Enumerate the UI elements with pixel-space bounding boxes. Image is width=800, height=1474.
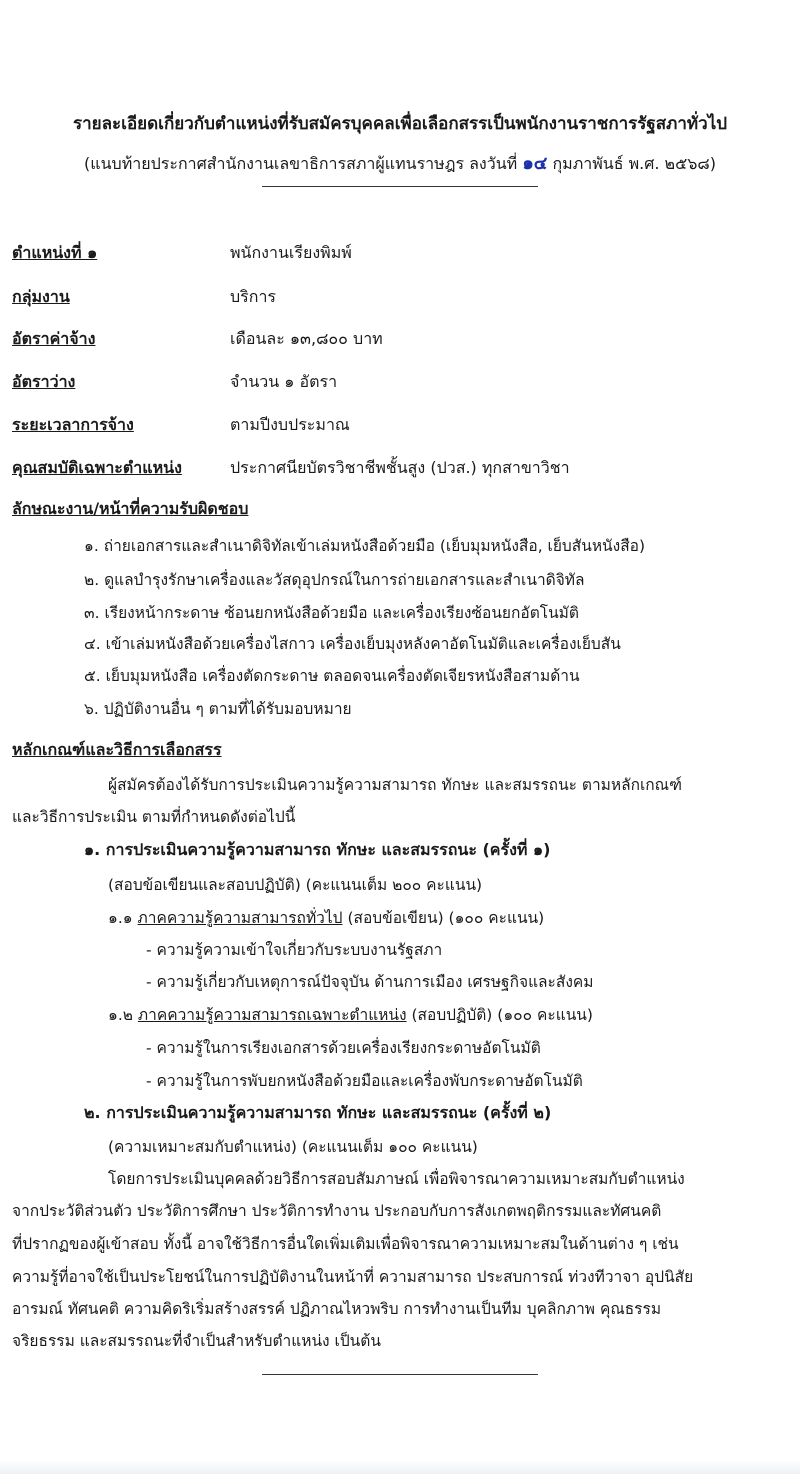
sub-rest: (สอบปฏิบัติ) (๑๐๐ คะแนน) xyxy=(411,1006,593,1024)
duty-item: ๑. ถ่ายเอกสารและสำเนาดิจิทัลเข้าเล่มหนังสือด้วยมือ (เย็บมุมหนังสือ, เย็บสันหนังสือ) xyxy=(84,537,646,555)
field-label-position: ตำแหน่งที่ ๑ xyxy=(12,243,98,262)
duty-item: ๓. เรียงหน้ากระดาษ ซ้อนยกหนังสือด้วยมือ และเครื่องเรียงซ้อนยกอัตโนมัติ xyxy=(84,604,579,622)
subtitle-handwritten-day: ๑๔ xyxy=(522,153,548,174)
subtitle-prefix: (แนบท้ายประกาศสำนักงานเลขาธิการสภาผู้แทนราษฎร ลงวันที่ xyxy=(84,154,518,173)
scan-edge-shadow xyxy=(0,1460,800,1474)
assessment-bullet: - ความรู้ในการเรียงเอกสารด้วยเครื่องเรียงกระดาษอัตโนมัติ xyxy=(146,1039,541,1057)
assessment-2-paragraph-line: โดยการประเมินบุคคลด้วยวิธีการสอบสัมภาษณ์ เพื่อพิจารณาความเหมาะสมกับตำแหน่ง xyxy=(108,1170,685,1188)
duties-heading: ลักษณะงาน/หน้าที่ความรับผิดชอบ xyxy=(12,499,249,518)
assessment-2-paragraph-line: ที่ปรากฏของผู้เข้าสอบ ทั้งนี้ อาจใช้วิธีการอื่นใดเพิ่มเติมเพื่อพิจารณาความเหมาะสมในด้านต่าง ๆ เช่น xyxy=(12,1235,679,1253)
assessment-2-paragraph-line: จริยธรรม และสมรรถนะที่จำเป็นสำหรับตำแหน่ง เป็นต้น xyxy=(12,1332,381,1350)
assessment-bullet: - ความรู้เกี่ยวกับเหตุการณ์ปัจจุบัน ด้านการเมือง เศรษฐกิจและสังคม xyxy=(146,973,594,991)
field-value-qualification: ประกาศนียบัตรวิชาชีพชั้นสูง (ปวส.) ทุกสาขาวิชา xyxy=(230,458,570,477)
sub-rest: (สอบข้อเขียน) (๑๐๐ คะแนน) xyxy=(347,909,545,927)
field-value-wage: เดือนละ ๑๓,๘๐๐ บาท xyxy=(230,329,383,348)
document-title: รายละเอียดเกี่ยวกับตำแหน่งที่รับสมัครบุคคลเพื่อเลือกสรรเป็นพนักงานราชการรัฐสภาทั่วไป xyxy=(72,114,728,134)
header-divider xyxy=(262,186,538,187)
subtitle-suffix: กุมภาพันธ์ พ.ศ. ๒๕๖๘) xyxy=(552,154,716,173)
duty-item: ๕. เย็บมุมหนังสือ เครื่องตัดกระดาษ ตลอดจนเครื่องตัดเจียรหนังสือสามด้าน xyxy=(84,667,580,685)
criteria-intro-line: และวิธีการประเมิน ตามที่กำหนดดังต่อไปนี้ xyxy=(12,808,296,826)
assessment-2-heading: ๒. การประเมินความรู้ความสามารถ ทักษะ และสมรรถนะ (ครั้งที่ ๒) xyxy=(84,1103,552,1122)
field-value-vacancy: จำนวน ๑ อัตรา xyxy=(230,372,338,391)
assessment-2-note: (ความเหมาะสมกับตำแหน่ง) (คะแนนเต็ม ๑๐๐ คะแนน) xyxy=(108,1138,478,1156)
field-label-duration: ระยะเวลาการจ้าง xyxy=(12,415,134,434)
assessment-1-2-heading xyxy=(108,1002,593,1027)
sub-number: ๑.๒ xyxy=(108,1006,133,1024)
assessment-bullet: - ความรู้ความเข้าใจเกี่ยวกับระบบงานรัฐสภา xyxy=(146,941,443,959)
assessment-2-paragraph-line: จากประวัติส่วนตัว ประวัติการศึกษา ประวัติการทำงาน ประกอบกับการสังเกตพฤติกรรมและทัศนคติ xyxy=(12,1202,662,1220)
assessment-1-1-heading xyxy=(108,905,544,930)
sub-title: ภาคความรู้ความสามารถทั่วไป xyxy=(137,909,343,927)
field-value-position: พนักงานเรียงพิมพ์ xyxy=(230,243,352,262)
duty-item: ๒. ดูแลบำรุงรักษาเครื่องและวัสดุอุปกรณ์ในการถ่ายเอกสารและสำเนาดิจิทัล xyxy=(84,571,585,589)
field-value-duration: ตามปีงบประมาณ xyxy=(230,415,350,434)
field-label-qualification: คุณสมบัติเฉพาะตำแหน่ง xyxy=(12,458,182,477)
field-label-wage: อัตราค่าจ้าง xyxy=(12,329,96,348)
assessment-bullet: - ความรู้ในการพับยกหนังสือด้วยมือและเครื่องพับกระดาษอัตโนมัติ xyxy=(146,1072,583,1090)
field-label-vacancy: อัตราว่าง xyxy=(12,372,76,391)
document-subtitle xyxy=(0,148,800,177)
criteria-intro-line: ผู้สมัครต้องได้รับการประเมินความรู้ความสามารถ ทักษะ และสมรรถนะ ตามหลักเกณฑ์ xyxy=(108,776,682,794)
sub-title: ภาคความรู้ความสามารถเฉพาะตำแหน่ง xyxy=(137,1006,407,1024)
field-value-group: บริการ xyxy=(230,287,277,306)
duty-item: ๖. ปฏิบัติงานอื่น ๆ ตามที่ได้รับมอบหมาย xyxy=(84,700,352,718)
assessment-2-paragraph-line: ความรู้ที่อาจใช้เป็นประโยชน์ในการปฏิบัติงานในหน้าที่ ความสามารถ ประสบการณ์ ท่วงทีวาจา อุปนิสัย xyxy=(12,1268,694,1286)
sub-number: ๑.๑ xyxy=(108,909,133,927)
field-label-group: กลุ่มงาน xyxy=(12,287,70,306)
assessment-2-paragraph-line: อารมณ์ ทัศนคติ ความคิดริเริ่มสร้างสรรค์ ปฏิภาณไหวพริบ การทำงานเป็นทีม บุคลิกภาพ คุณธรรม xyxy=(12,1300,662,1318)
assessment-1-heading: ๑. การประเมินความรู้ความสามารถ ทักษะ และสมรรถนะ (ครั้งที่ ๑) xyxy=(84,840,551,859)
footer-divider xyxy=(262,1374,538,1375)
duty-item: ๔. เข้าเล่มหนังสือด้วยเครื่องไสกาว เครื่องเย็บมุงหลังคาอัตโนมัติและเครื่องเย็บสัน xyxy=(84,635,621,653)
criteria-heading: หลักเกณฑ์และวิธีการเลือกสรร xyxy=(12,740,222,759)
assessment-1-note: (สอบข้อเขียนและสอบปฏิบัติ) (คะแนนเต็ม ๒๐๐ คะแนน) xyxy=(108,876,483,894)
